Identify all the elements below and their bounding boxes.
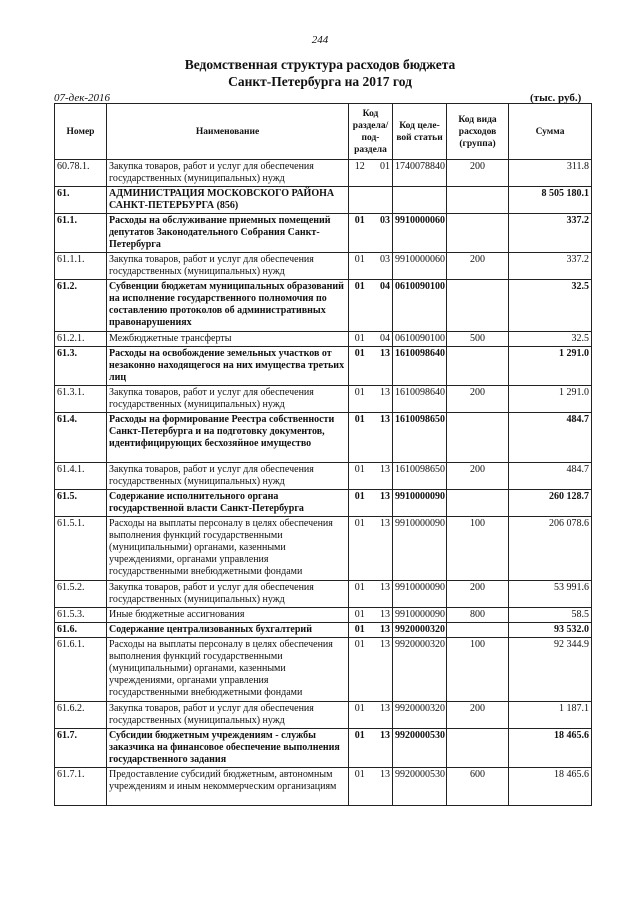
row-name: Предоставление субсидий бюджетным, автономным учреждениям и иным некоммерческим организациям bbox=[107, 768, 349, 806]
table-row bbox=[55, 332, 592, 347]
row-section: 01 bbox=[349, 581, 371, 608]
row-kind bbox=[447, 623, 509, 638]
row-section: 01 bbox=[349, 702, 371, 729]
row-name: Субвенции бюджетам муниципальных образований на исполнение государственного полномочия по составлению протоколов об административных правонарушениях bbox=[107, 280, 349, 332]
table-row bbox=[55, 386, 592, 413]
row-number: 60.78.1. bbox=[55, 160, 107, 187]
row-target: 1610098640 bbox=[393, 347, 447, 386]
row-number: 61.2. bbox=[55, 280, 107, 332]
row-sum: 206 078.6 bbox=[509, 517, 592, 581]
document-title bbox=[0, 56, 640, 90]
row-sum: 18 465.6 bbox=[509, 729, 592, 768]
row-target: 9920000530 bbox=[393, 768, 447, 806]
row-kind: 200 bbox=[447, 160, 509, 187]
row-number: 61. bbox=[55, 187, 107, 214]
table-row bbox=[55, 253, 592, 280]
row-section: 01 bbox=[349, 729, 371, 768]
row-sum: 484.7 bbox=[509, 413, 592, 463]
row-target: 9920000320 bbox=[393, 702, 447, 729]
row-subsection: 13 bbox=[371, 729, 393, 768]
row-target: 0610090100 bbox=[393, 280, 447, 332]
row-name: Расходы на формирование Реестра собственности Санкт-Петербурга и на подготовку документов, идентифицирующих бесхозяйное имущество bbox=[107, 413, 349, 463]
row-number: 61.6.2. bbox=[55, 702, 107, 729]
row-section: 01 bbox=[349, 280, 371, 332]
row-number: 61.5.1. bbox=[55, 517, 107, 581]
row-target: 1610098650 bbox=[393, 413, 447, 463]
table-row bbox=[55, 702, 592, 729]
budget-table bbox=[54, 103, 592, 806]
header-sum: Сумма bbox=[509, 104, 592, 160]
row-target: 9920000320 bbox=[393, 623, 447, 638]
row-sum: 1 291.0 bbox=[509, 386, 592, 413]
row-subsection: 13 bbox=[371, 608, 393, 623]
table-row bbox=[55, 490, 592, 517]
header-section: Код раздела/ под- раздела bbox=[349, 104, 393, 160]
header-kind: Код вида расходов (группа) bbox=[447, 104, 509, 160]
row-subsection: 13 bbox=[371, 490, 393, 517]
row-name: Закупка товаров, работ и услуг для обеспечения государственных (муниципальных) нужд bbox=[107, 160, 349, 187]
table-row bbox=[55, 608, 592, 623]
row-kind: 600 bbox=[447, 768, 509, 806]
row-subsection: 04 bbox=[371, 332, 393, 347]
row-name: Расходы на выплаты персоналу в целях обеспечения выполнения функций государственными (муниципальными) органами, казенными учреждениями, органами управления государственными внебюджетными фондами bbox=[107, 517, 349, 581]
row-number: 61.1.1. bbox=[55, 253, 107, 280]
row-sum: 8 505 180.1 bbox=[509, 187, 592, 214]
row-kind bbox=[447, 280, 509, 332]
row-number: 61.5.2. bbox=[55, 581, 107, 608]
row-name: Иные бюджетные ассигнования bbox=[107, 608, 349, 623]
table-row bbox=[55, 214, 592, 253]
row-subsection: 13 bbox=[371, 413, 393, 463]
row-sum: 53 991.6 bbox=[509, 581, 592, 608]
table-row bbox=[55, 160, 592, 187]
row-subsection: 13 bbox=[371, 517, 393, 581]
row-kind: 200 bbox=[447, 702, 509, 729]
header-target: Код целе- вой статьи bbox=[393, 104, 447, 160]
row-subsection: 13 bbox=[371, 638, 393, 702]
table-row bbox=[55, 623, 592, 638]
row-sum: 311.8 bbox=[509, 160, 592, 187]
row-kind bbox=[447, 413, 509, 463]
row-number: 61.2.1. bbox=[55, 332, 107, 347]
table-body bbox=[55, 160, 592, 806]
header-number: Номер bbox=[55, 104, 107, 160]
row-name: Закупка товаров, работ и услуг для обеспечения государственных (муниципальных) нужд bbox=[107, 463, 349, 490]
row-name: Закупка товаров, работ и услуг для обеспечения государственных (муниципальных) нужд bbox=[107, 386, 349, 413]
row-name: Межбюджетные трансферты bbox=[107, 332, 349, 347]
table-row bbox=[55, 729, 592, 768]
row-sum: 337.2 bbox=[509, 214, 592, 253]
row-subsection: 13 bbox=[371, 768, 393, 806]
row-target: 9910000090 bbox=[393, 490, 447, 517]
row-section: 01 bbox=[349, 386, 371, 413]
row-subsection: 13 bbox=[371, 623, 393, 638]
row-section: 01 bbox=[349, 413, 371, 463]
row-sum: 1 187.1 bbox=[509, 702, 592, 729]
row-section bbox=[349, 187, 371, 214]
row-sum: 260 128.7 bbox=[509, 490, 592, 517]
row-target bbox=[393, 187, 447, 214]
row-target: 9910000090 bbox=[393, 581, 447, 608]
row-section: 01 bbox=[349, 608, 371, 623]
row-subsection: 13 bbox=[371, 702, 393, 729]
row-name: Закупка товаров, работ и услуг для обеспечения государственных (муниципальных) нужд bbox=[107, 702, 349, 729]
row-subsection: 13 bbox=[371, 347, 393, 386]
units-label: (тыс. руб.) bbox=[530, 92, 582, 104]
row-section: 01 bbox=[349, 347, 371, 386]
row-section: 01 bbox=[349, 517, 371, 581]
row-number: 61.4.1. bbox=[55, 463, 107, 490]
row-section: 01 bbox=[349, 490, 371, 517]
table-row bbox=[55, 768, 592, 806]
row-sum: 93 532.0 bbox=[509, 623, 592, 638]
row-kind: 200 bbox=[447, 581, 509, 608]
row-number: 61.3.1. bbox=[55, 386, 107, 413]
row-target: 1610098650 bbox=[393, 463, 447, 490]
row-kind bbox=[447, 347, 509, 386]
row-name: Содержание исполнительного органа государственной власти Санкт-Петербурга bbox=[107, 490, 349, 517]
row-number: 61.4. bbox=[55, 413, 107, 463]
row-sum: 32.5 bbox=[509, 332, 592, 347]
row-target: 9910000060 bbox=[393, 214, 447, 253]
row-kind: 200 bbox=[447, 253, 509, 280]
title-line-1: Ведомственная структура расходов бюджета bbox=[184, 57, 456, 72]
row-name: Содержание централизованных бухгалтерий bbox=[107, 623, 349, 638]
row-section: 01 bbox=[349, 623, 371, 638]
row-sum: 337.2 bbox=[509, 253, 592, 280]
row-kind: 800 bbox=[447, 608, 509, 623]
table-row bbox=[55, 187, 592, 214]
title-line-2: Санкт-Петербурга на 2017 год bbox=[228, 74, 412, 89]
row-subsection: 13 bbox=[371, 386, 393, 413]
row-kind: 100 bbox=[447, 638, 509, 702]
row-section: 01 bbox=[349, 768, 371, 806]
row-name: Расходы на обслуживание приемных помещений депутатов Законодательного Собрания Санкт-Петербурга bbox=[107, 214, 349, 253]
table-row bbox=[55, 413, 592, 463]
row-number: 61.6. bbox=[55, 623, 107, 638]
row-target: 0610090100 bbox=[393, 332, 447, 347]
row-name: АДМИНИСТРАЦИЯ МОСКОВСКОГО РАЙОНА САНКТ-ПЕТЕРБУРГА (856) bbox=[107, 187, 349, 214]
row-subsection bbox=[371, 187, 393, 214]
row-subsection: 01 bbox=[371, 160, 393, 187]
row-sum: 32.5 bbox=[509, 280, 592, 332]
row-name: Расходы на освобождение земельных участков от незаконно находящегося на них имущества третьих лиц bbox=[107, 347, 349, 386]
row-number: 61.7. bbox=[55, 729, 107, 768]
row-number: 61.7.1. bbox=[55, 768, 107, 806]
row-section: 01 bbox=[349, 253, 371, 280]
row-section: 01 bbox=[349, 463, 371, 490]
row-kind: 200 bbox=[447, 463, 509, 490]
row-kind: 500 bbox=[447, 332, 509, 347]
table-row bbox=[55, 517, 592, 581]
table-row bbox=[55, 638, 592, 702]
row-target: 9910000090 bbox=[393, 608, 447, 623]
row-sum: 1 291.0 bbox=[509, 347, 592, 386]
table-row bbox=[55, 581, 592, 608]
table-row bbox=[55, 463, 592, 490]
row-target: 9920000530 bbox=[393, 729, 447, 768]
table-row bbox=[55, 280, 592, 332]
row-section: 01 bbox=[349, 638, 371, 702]
row-target: 9910000090 bbox=[393, 517, 447, 581]
row-sum: 58.5 bbox=[509, 608, 592, 623]
row-number: 61.5.3. bbox=[55, 608, 107, 623]
row-number: 61.3. bbox=[55, 347, 107, 386]
row-kind bbox=[447, 214, 509, 253]
row-sum: 92 344.9 bbox=[509, 638, 592, 702]
row-subsection: 13 bbox=[371, 463, 393, 490]
row-section: 01 bbox=[349, 332, 371, 347]
row-target: 9920000320 bbox=[393, 638, 447, 702]
row-subsection: 04 bbox=[371, 280, 393, 332]
row-sum: 484.7 bbox=[509, 463, 592, 490]
row-name: Закупка товаров, работ и услуг для обеспечения государственных (муниципальных) нужд bbox=[107, 253, 349, 280]
page-number: 244 bbox=[311, 34, 329, 46]
row-target: 9910000060 bbox=[393, 253, 447, 280]
row-target: 1610098640 bbox=[393, 386, 447, 413]
row-section: 12 bbox=[349, 160, 371, 187]
row-subsection: 03 bbox=[371, 253, 393, 280]
header-name: Наименование bbox=[107, 104, 349, 160]
row-section: 01 bbox=[349, 214, 371, 253]
row-sum: 18 465.6 bbox=[509, 768, 592, 806]
row-name: Закупка товаров, работ и услуг для обеспечения государственных (муниципальных) нужд bbox=[107, 581, 349, 608]
row-number: 61.1. bbox=[55, 214, 107, 253]
row-target: 1740078840 bbox=[393, 160, 447, 187]
row-kind: 200 bbox=[447, 386, 509, 413]
row-name: Субсидии бюджетным учреждениям - службы заказчика на финансовое обеспечение выполнения государственного задания bbox=[107, 729, 349, 768]
row-number: 61.6.1. bbox=[55, 638, 107, 702]
row-kind bbox=[447, 729, 509, 768]
row-number: 61.5. bbox=[55, 490, 107, 517]
document-date: 07-дек-2016 bbox=[54, 92, 111, 104]
row-kind bbox=[447, 490, 509, 517]
table-row bbox=[55, 347, 592, 386]
row-kind: 100 bbox=[447, 517, 509, 581]
row-kind bbox=[447, 187, 509, 214]
row-name: Расходы на выплаты персоналу в целях обеспечения выполнения функций государственными (муниципальными) органами, казенными учреждениями, органами управления государственными внебюджетными фондами bbox=[107, 638, 349, 702]
row-subsection: 03 bbox=[371, 214, 393, 253]
row-subsection: 13 bbox=[371, 581, 393, 608]
